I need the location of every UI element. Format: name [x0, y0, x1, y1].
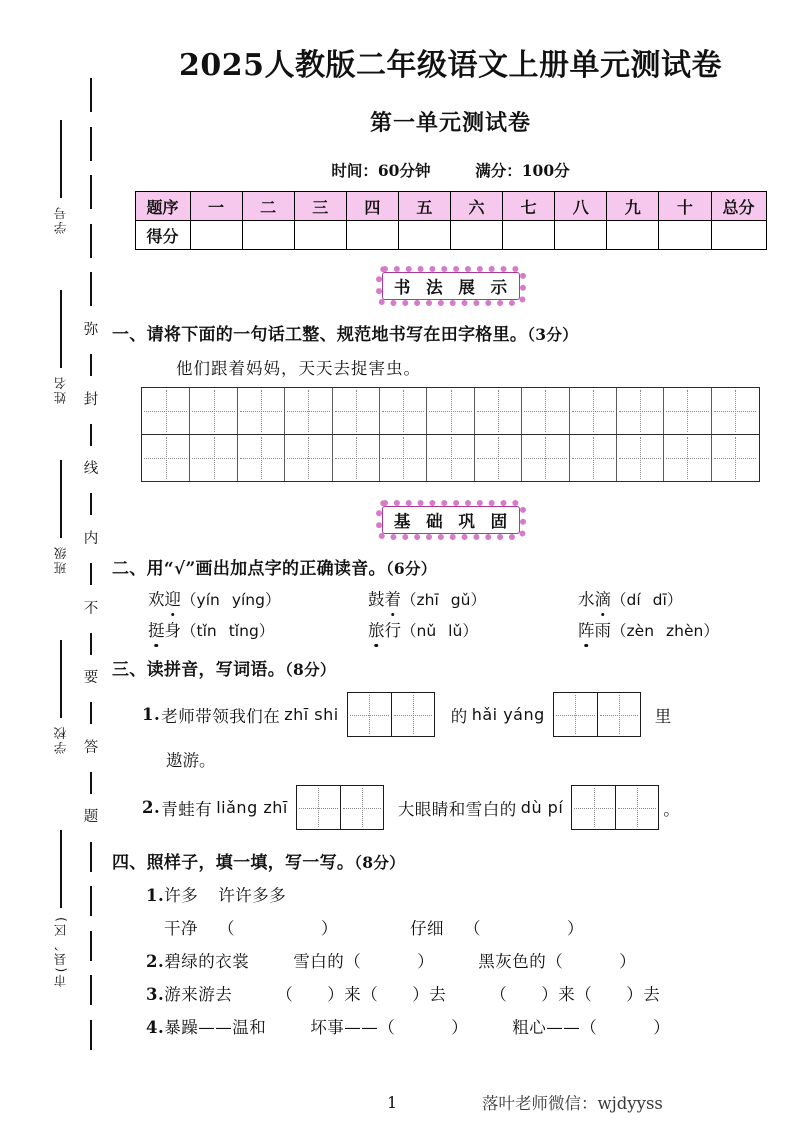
question-4-item-1-example — [146, 882, 793, 906]
tianzige-cell[interactable] — [521, 388, 568, 434]
paren-open-b: （ — [490, 985, 508, 1004]
score-cell-9[interactable] — [607, 221, 659, 250]
pinyin-option-b[interactable]: zhèn — [666, 622, 704, 640]
sentence-segment-3: 里 — [654, 706, 672, 726]
close-a: ） — [417, 952, 435, 971]
tianzige-cell[interactable] — [569, 435, 616, 481]
pinyin-item-shuidi[interactable] — [578, 586, 682, 610]
seal-line-char: 弥 — [83, 321, 99, 338]
tianzige-cell[interactable] — [426, 388, 473, 434]
example-word-a: 许多 — [164, 886, 199, 905]
example-phrase: 碧绿的衣裳 — [164, 952, 250, 971]
pinyin-item-huanying[interactable] — [148, 586, 368, 610]
question-4-item-3 — [146, 981, 793, 1005]
pattern-mid-b: ）来（ — [541, 985, 593, 1004]
tianzige-cell[interactable] — [189, 435, 236, 481]
score-cell-3[interactable] — [294, 221, 346, 250]
seal-line-char: 封 — [83, 391, 99, 408]
tianzige-cell[interactable] — [597, 693, 640, 736]
close-b: ） — [619, 952, 637, 971]
tianzige-cell[interactable] — [237, 435, 284, 481]
question-1-sample-sentence: 他们跟着妈妈，天天去捉害虫。 — [176, 359, 421, 378]
question-4-item-4 — [146, 1014, 793, 1038]
score-table — [135, 191, 767, 250]
example-word-b: 许许多多 — [218, 886, 287, 905]
pinyin-option-a[interactable]: yín — [196, 591, 220, 609]
question-3-item-1-tail: 遨游。 — [166, 751, 216, 770]
question-1-heading — [112, 320, 793, 345]
close-a: ） — [451, 1018, 469, 1037]
tianzige-cell[interactable] — [332, 388, 379, 434]
pinyin-options[interactable]: （yín yíng） — [181, 591, 281, 609]
prompt-b: 黑灰色的（ — [478, 952, 564, 971]
seal-line-char: 线 — [83, 461, 99, 478]
item-number: 1. — [146, 886, 165, 905]
score-cell-6[interactable] — [450, 221, 502, 250]
pinyin-choice-row — [148, 586, 793, 610]
dotted-character: 着 — [385, 586, 402, 610]
item-number: 4. — [146, 1018, 165, 1037]
pinyin-hint-1: liǎng zhī — [216, 798, 288, 817]
seal-field-label: 班级 — [52, 545, 68, 574]
table-row-scores — [135, 221, 766, 250]
pinyin-option-a[interactable]: zèn — [626, 622, 655, 640]
section-badge-foundation — [376, 500, 526, 540]
question-4-item-1-blanks — [164, 915, 793, 939]
paren-open-b: （ — [464, 919, 481, 938]
seal-rule — [60, 640, 62, 718]
score-table-col-10: 十 — [659, 192, 711, 221]
seal-rule — [60, 460, 62, 538]
score-cell-10[interactable] — [659, 221, 711, 250]
seal-field-xingming — [44, 290, 78, 411]
seal-line-char: 要 — [83, 670, 99, 687]
tianzige-row — [142, 388, 759, 434]
seal-field-xuehao — [44, 120, 78, 241]
score-table-total-label: 总分 — [711, 192, 766, 221]
answer-box-liangzhi[interactable] — [296, 785, 384, 830]
question-3-item-1 — [142, 692, 793, 737]
paren-close-a: ） — [321, 919, 338, 938]
sentence-segment-3: 。 — [663, 799, 681, 819]
score-table-col-9: 九 — [607, 192, 659, 221]
question-4-item-2 — [146, 948, 793, 972]
answer-box-haiyang[interactable] — [553, 692, 641, 737]
score-table-col-1: 一 — [190, 192, 242, 221]
pinyin-options[interactable]: （zhī gǔ） — [401, 591, 486, 609]
tianzige-cell[interactable] — [554, 693, 597, 736]
score-cell-4[interactable] — [346, 221, 398, 250]
question-4-text: 四、照样子，填一填，写一写。 — [112, 853, 355, 873]
example-phrase: 暴躁——温和 — [164, 1018, 267, 1037]
tianzige-cell[interactable] — [297, 786, 340, 829]
seal-field-label: 学号 — [52, 205, 68, 234]
tianzige-cell[interactable] — [391, 693, 434, 736]
badge-label: 书 法 展 示 — [393, 278, 513, 297]
item-number: 1. — [142, 705, 161, 724]
example-phrase: 游来游去 — [164, 985, 233, 1004]
score-cell-2[interactable] — [242, 221, 294, 250]
tianzige-cell[interactable] — [348, 693, 391, 736]
score-table-col-7: 七 — [503, 192, 555, 221]
tianzige-cell[interactable] — [142, 435, 189, 481]
question-1-points: （3分） — [527, 325, 578, 344]
pattern-end-b: ）去 — [626, 985, 661, 1004]
pattern-mid-a: ）来（ — [327, 985, 379, 1004]
page-number: 1 — [387, 1092, 398, 1112]
page-title: 2025人教版二年级语文上册单元测试卷 — [179, 48, 722, 83]
question-4-heading — [112, 848, 793, 873]
dotted-character: 旅 — [368, 617, 385, 641]
question-3-item-2 — [142, 785, 793, 830]
tianzige-cell[interactable] — [379, 435, 426, 481]
tianzige-cell[interactable] — [616, 435, 663, 481]
question-4-points: （8分） — [354, 853, 405, 872]
tianzige-cell[interactable] — [711, 388, 758, 434]
dotted-character: 阵 — [578, 617, 595, 641]
pinyin-item-zhenyu[interactable] — [578, 617, 719, 641]
pinyin-option-a[interactable]: tǐn — [196, 622, 217, 640]
seal-rule — [60, 830, 62, 908]
question-2-text: 二、用“√”画出加点字的正确读音。 — [112, 559, 386, 579]
time-label: 时间：60分钟 — [331, 161, 431, 180]
question-3-heading — [112, 655, 793, 680]
tianzige-cell[interactable] — [711, 435, 758, 481]
tianzige-cell[interactable] — [663, 435, 710, 481]
prompt-a: 坏事——（ — [310, 1018, 396, 1037]
seal-field-shixianqu — [44, 830, 78, 994]
pinyin-hint-1: zhī shi — [284, 705, 339, 724]
score-row-label: 得分 — [135, 221, 190, 250]
unit-title: 第一单元测试卷 — [369, 110, 531, 136]
exam-sheet — [108, 0, 793, 1122]
dotted-character: 挺 — [148, 617, 165, 641]
tianzige-cell[interactable] — [340, 786, 383, 829]
dotted-character: 迎 — [165, 586, 182, 610]
pinyin-option-b[interactable]: lǔ — [448, 622, 463, 640]
score-table-wrapper — [135, 191, 767, 250]
question-2-heading — [112, 554, 793, 579]
item-number: 2. — [142, 798, 161, 817]
prompt-b: 粗心——（ — [512, 1018, 598, 1037]
seal-line-char: 内 — [83, 530, 99, 547]
score-table-col-5: 五 — [398, 192, 450, 221]
item-number: 3. — [146, 985, 165, 1004]
sentence-segment-2: 大眼睛和雪白的 — [397, 799, 517, 819]
pinyin-hint-2: hǎi yáng — [471, 705, 545, 724]
pinyin-hint-2: dù pí — [520, 798, 564, 817]
seal-rule — [60, 120, 62, 198]
pattern-end-a: ）去 — [412, 985, 447, 1004]
pinyin-item-lvxing[interactable] — [368, 617, 578, 641]
watermark-text: 落叶老师微信：wjdyyss — [482, 1094, 663, 1113]
score-cell-1[interactable] — [190, 221, 242, 250]
tianzige-cell[interactable] — [237, 388, 284, 434]
pinyin-option-b[interactable]: yíng — [231, 591, 265, 609]
tianzige-cell[interactable] — [474, 435, 521, 481]
pinyin-option-a[interactable]: dí — [626, 591, 641, 609]
score-table-col-3: 三 — [294, 192, 346, 221]
pinyin-options[interactable]: （zèn zhèn） — [611, 622, 719, 640]
pinyin-options[interactable]: （dí dī） — [611, 591, 683, 609]
tianzige-cell[interactable] — [142, 388, 189, 434]
pinyin-item-tingshen[interactable] — [148, 617, 368, 641]
close-b: ） — [653, 1018, 671, 1037]
tianzige-grid[interactable] — [141, 387, 760, 482]
pinyin-option-b[interactable]: gǔ — [450, 591, 471, 609]
sentence-segment-2: 的 — [450, 706, 468, 726]
tianzige-row — [142, 434, 759, 481]
pinyin-option-b[interactable]: dī — [652, 591, 667, 609]
seal-line-char: 不 — [83, 600, 99, 617]
seal-field-label: 市(县、区) — [52, 915, 68, 987]
seal-field-label: 姓名 — [52, 375, 68, 404]
badge-label: 基 础 巩 固 — [393, 512, 513, 531]
seal-rule — [60, 290, 62, 368]
tianzige-cell[interactable] — [521, 435, 568, 481]
seal-line-char: 答 — [83, 739, 99, 756]
section-badge-calligraphy — [376, 266, 526, 306]
paren-close-b: ） — [567, 919, 584, 938]
sentence-segment-1: 老师带领我们在 — [161, 706, 281, 726]
dotted-character: 滴 — [595, 586, 612, 610]
tianzige-cell[interactable] — [426, 435, 473, 481]
pinyin-options[interactable]: （tǐn tǐng） — [181, 622, 275, 640]
tianzige-cell[interactable] — [332, 435, 379, 481]
tianzige-cell[interactable] — [572, 786, 615, 829]
tianzige-cell[interactable] — [284, 388, 331, 434]
pinyin-word-prefix: 欢 — [148, 590, 165, 609]
question-2-points: （6分） — [385, 559, 437, 578]
pinyin-word-suffix: 雨 — [594, 621, 611, 640]
score-cell-8[interactable] — [555, 221, 607, 250]
score-table-col-8: 八 — [555, 192, 607, 221]
seal-line-char: 题 — [83, 809, 99, 826]
seal-field-xuexiao — [44, 640, 78, 761]
pinyin-option-a[interactable]: zhī — [416, 591, 439, 609]
score-table-col-2: 二 — [242, 192, 294, 221]
pinyin-word-prefix: 水 — [578, 590, 595, 609]
pinyin-word-suffix: 身 — [164, 621, 181, 640]
score-table-col-4: 四 — [346, 192, 398, 221]
pinyin-choice-row — [148, 617, 793, 641]
pinyin-item-guzhe[interactable] — [368, 586, 578, 610]
paren-open-a: （ — [276, 985, 294, 1004]
seal-margin — [0, 0, 108, 1122]
answer-box-zhishi[interactable] — [347, 692, 435, 737]
pinyin-word-prefix: 鼓 — [368, 590, 385, 609]
pinyin-option-b[interactable]: tǐng — [228, 622, 259, 640]
score-table-col-6: 六 — [450, 192, 502, 221]
tianzige-cell[interactable] — [615, 786, 658, 829]
tianzige-cell[interactable] — [616, 388, 663, 434]
full-score-label: 满分：100分 — [475, 161, 570, 180]
score-cell-5[interactable] — [398, 221, 450, 250]
pinyin-word-suffix: 行 — [384, 621, 401, 640]
question-3-points: （8分） — [285, 660, 336, 679]
pinyin-options[interactable]: （nǔ lǔ） — [401, 622, 478, 640]
tianzige-cell[interactable] — [474, 388, 521, 434]
score-table-row-label: 题序 — [135, 192, 190, 221]
score-cell-total[interactable] — [711, 221, 766, 250]
seal-field-label: 学校 — [52, 725, 68, 754]
prompt-word-a: 干净 — [164, 919, 198, 938]
tianzige-cell[interactable] — [189, 388, 236, 434]
prompt-a: 雪白的（ — [293, 952, 362, 971]
tianzige-cell[interactable] — [379, 388, 426, 434]
prompt-word-b: 仔细 — [410, 919, 444, 938]
answer-box-dupi[interactable] — [571, 785, 659, 830]
table-row-header — [135, 192, 766, 221]
question-3-text: 三、读拼音，写词语。 — [112, 660, 285, 680]
pinyin-option-a[interactable]: nǔ — [416, 622, 437, 640]
sentence-segment-1: 青蛙有 — [161, 799, 213, 819]
exam-meta — [108, 159, 793, 181]
tianzige-cell[interactable] — [284, 435, 331, 481]
item-number: 2. — [146, 952, 165, 971]
question-1-text: 一、请将下面的一句话工整、规范地书写在田字格里。 — [112, 325, 528, 345]
score-cell-7[interactable] — [503, 221, 555, 250]
seal-field-banji — [44, 460, 78, 581]
tianzige-cell[interactable] — [663, 388, 710, 434]
seal-dashed-line — [82, 78, 100, 1050]
paren-open-a: （ — [218, 919, 235, 938]
tianzige-cell[interactable] — [569, 388, 616, 434]
